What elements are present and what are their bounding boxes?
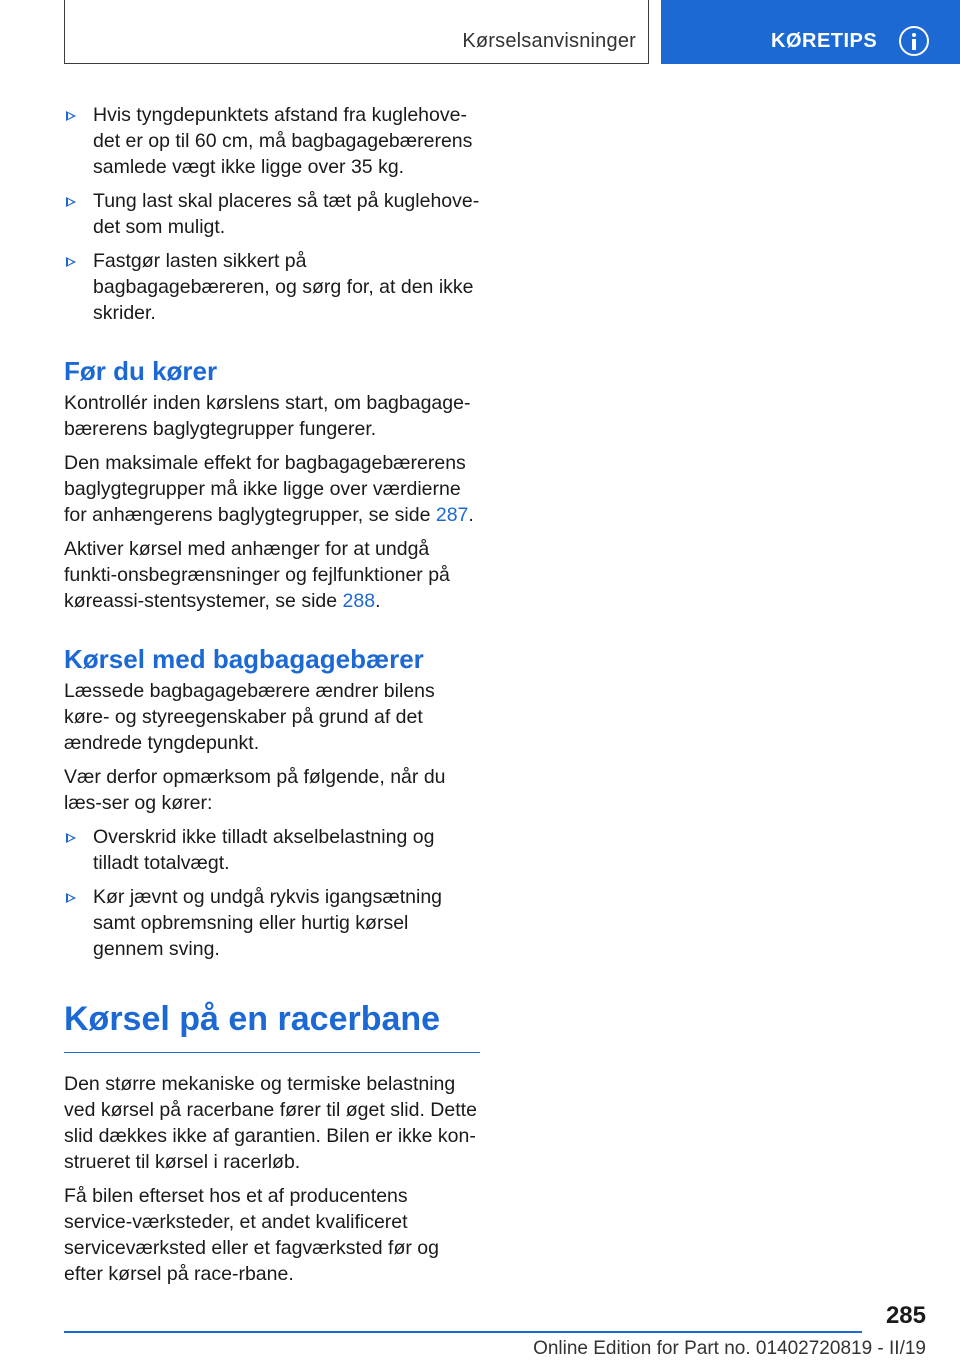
section-title: Kørselsanvisninger — [462, 30, 636, 52]
heading-before-driving: Før du kører — [64, 356, 218, 386]
list-item: Fastgør lasten sikkert på bagbagagebæreren, og sørg for, at den ikke skrider. — [64, 248, 480, 326]
triangle-bullet-icon — [66, 111, 76, 121]
list-item: Hvis tyngdepunktets afstand fra kuglehove-det er op til 60 cm, må bagbagagebærerens samlede vægt ikke ligge over 35 kg. — [64, 102, 480, 180]
chapter-title: KØRETIPS — [771, 30, 878, 52]
header-chapter-tab[interactable] — [661, 0, 960, 64]
paragraph: Få bilen efterset hos et af producentens service-værksteder, et andet kvalificeret serviceværksted eller et fagværksted før og efter kørsel på race-rbane. — [64, 1185, 439, 1285]
paragraph: Læssede bagbagagebærere ændrer bilens køre- og styreegenskaber på grund af det ændrede tyngdepunkt. — [64, 680, 435, 754]
main-content — [64, 102, 480, 1295]
paragraph: Aktiver kørsel med anhænger for at undgå funkti-onsbegrænsninger og fejlfunktioner på køreassi-stentsystemer, se side 288. — [64, 538, 450, 612]
heading-race-track: Kørsel på en racerbane — [64, 998, 480, 1053]
paragraph: Kontrollér inden kørslens start, om bagbagage-bærerens baglygtegrupper fungerer. — [64, 392, 471, 440]
info-circle-icon[interactable] — [899, 26, 929, 56]
triangle-bullet-icon — [66, 893, 76, 903]
header-section-box — [64, 0, 649, 64]
page-number: 285 — [885, 1302, 926, 1329]
footer-divider — [64, 1331, 862, 1333]
list-item: Overskrid ikke tilladt akselbelastning og tilladt totalvægt. — [64, 824, 480, 876]
list-item: Kør jævnt og undgå rykvis igangsætning samt opbremsning eller hurtig kørsel gennem sving. — [64, 884, 480, 962]
paragraph: Vær derfor opmærksom på følgende, når du læs-ser og kører: — [64, 766, 446, 814]
heading-driving-with-carrier: Kørsel med bagbagagebærer — [64, 644, 424, 674]
edition-footer: Online Edition for Part no. 01402720819 - II/19 — [533, 1338, 926, 1359]
list-item: Tung last skal placeres så tæt på kuglehove-det som muligt. — [64, 188, 480, 240]
driving-bullet-list — [64, 824, 480, 962]
page-link-287[interactable]: 287 — [435, 504, 469, 526]
intro-bullet-list — [64, 102, 480, 326]
triangle-bullet-icon — [66, 257, 76, 267]
triangle-bullet-icon — [66, 833, 76, 843]
page-link-288[interactable]: 288 — [342, 590, 376, 612]
paragraph: Den maksimale effekt for bagbagagebærerens baglygtegrupper må ikke ligge over værdierne for anhængerens baglygtegrupper, se side 287. — [64, 452, 474, 526]
triangle-bullet-icon — [66, 197, 76, 207]
paragraph: Den større mekaniske og termiske belastning ved kørsel på racerbane fører til øget slid. Dette slid dækkes ikke af garantien. Bilen er ikke kon-strueret til kørsel i racerløb. — [64, 1073, 477, 1173]
